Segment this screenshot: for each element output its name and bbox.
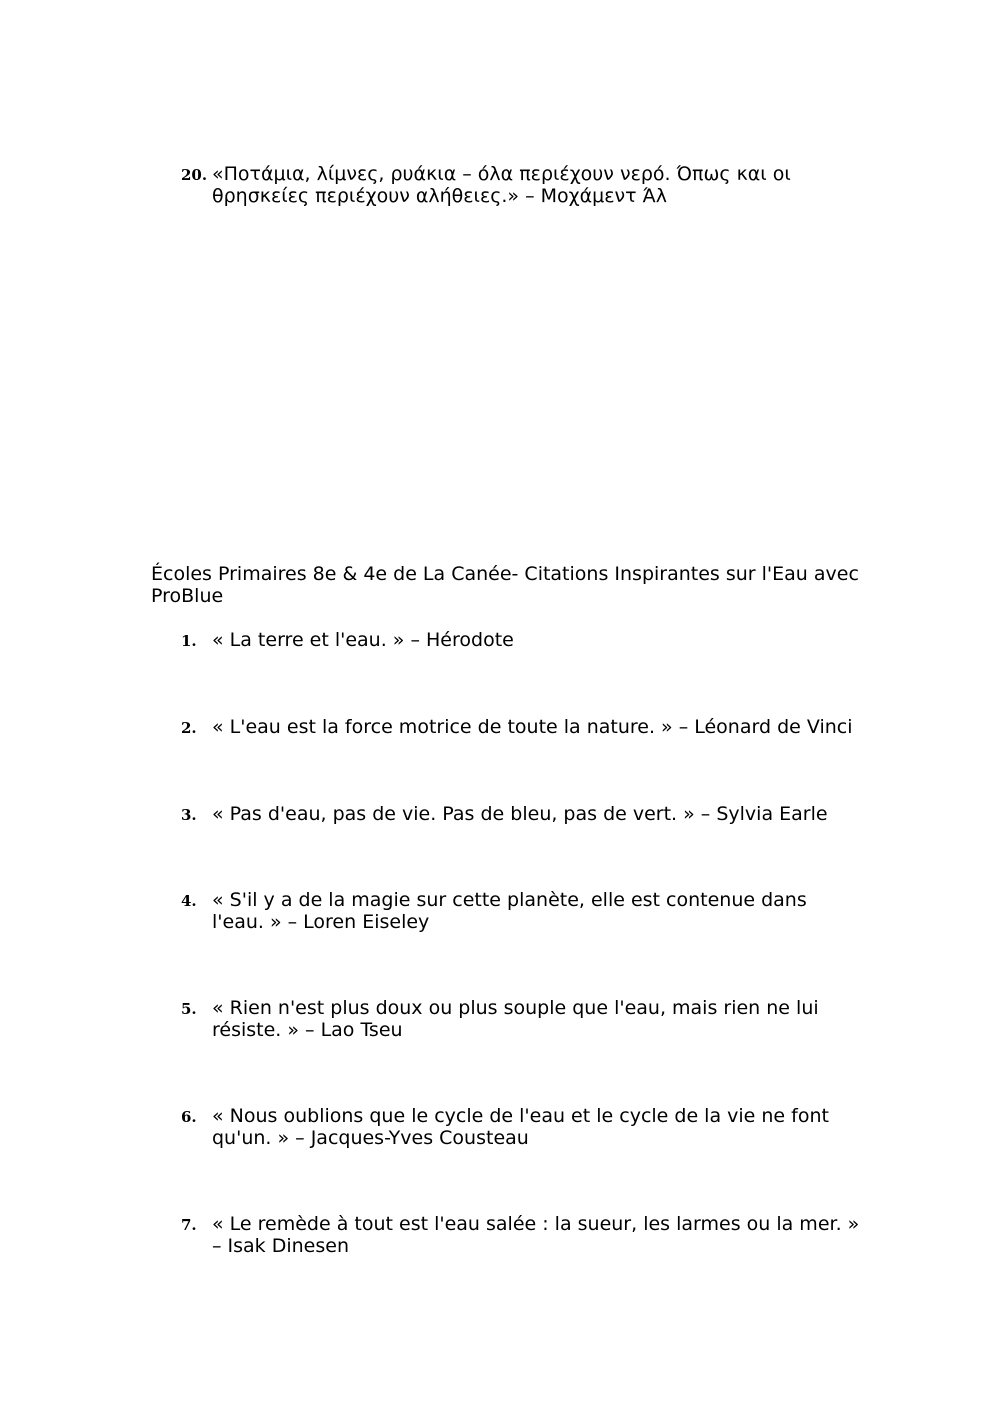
quote-text: « Rien n'est plus doux ou plus souple que l'eau, mais rien ne lui résiste. » – Lao Tseu [212, 997, 819, 1041]
quote-text: « La terre et l'eau. » – Hérodote [212, 629, 514, 651]
quote-text: « L'eau est la force motrice de toute la nature. » – Léonard de Vinci [212, 716, 853, 738]
list-number: 3. [181, 806, 197, 824]
list-number: 7. [181, 1216, 197, 1234]
list-item-7 [181, 1213, 861, 1257]
quote-text: « Nous oublions que le cycle de l'eau et le cycle de la vie ne font qu'un. » – Jacques-Yves Cousteau [212, 1105, 829, 1149]
list-item-3 [181, 803, 861, 826]
quote-text: « Pas d'eau, pas de vie. Pas de bleu, pas de vert. » – Sylvia Earle [212, 803, 828, 825]
list-item-2 [181, 716, 861, 739]
list-item-6 [181, 1105, 861, 1149]
list-item-4 [181, 889, 861, 933]
list-number: 6. [181, 1108, 197, 1126]
list-item-5 [181, 997, 861, 1041]
list-number: 2. [181, 719, 197, 737]
quote-text: « S'il y a de la magie sur cette planète, elle est contenue dans l'eau. » – Loren Eiseley [212, 889, 807, 933]
quote-text: «Ποτάμια, λίμνες, ρυάκια – όλα περιέχουν νερό. Όπως και οι θρησκείες περιέχουν αλήθειες.» – Μοχάμεντ Άλ [212, 163, 791, 207]
list-item-1 [181, 629, 861, 652]
list-item-20 [181, 163, 861, 207]
list-number: 4. [181, 892, 197, 910]
list-number: 5. [181, 1000, 197, 1018]
list-number: 20. [181, 166, 208, 184]
quote-text: « Le remède à tout est l'eau salée : la sueur, les larmes ou la mer. » – Isak Dinesen [212, 1213, 860, 1257]
list-number: 1. [181, 632, 197, 650]
document-heading: Écoles Primaires 8e & 4e de La Canée- Citations Inspirantes sur l'Eau avec ProBlue [151, 563, 859, 607]
